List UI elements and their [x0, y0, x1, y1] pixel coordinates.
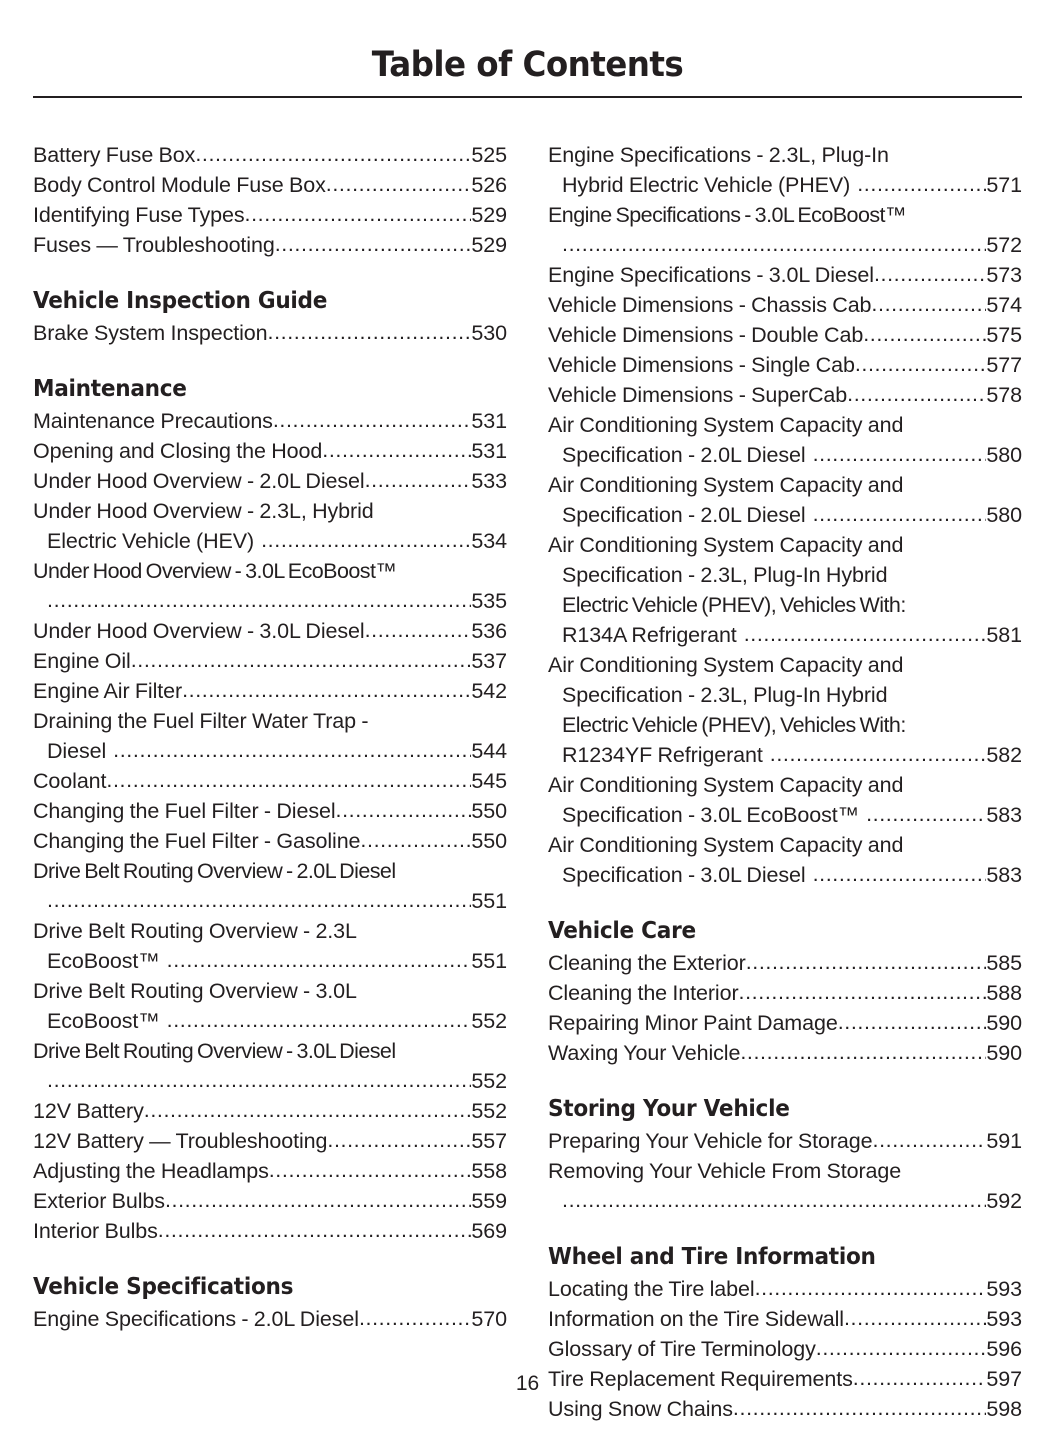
toc-entry[interactable]	[33, 616, 507, 646]
toc-entry-continuation	[33, 886, 507, 916]
toc-page-number: 552	[471, 1099, 507, 1123]
toc-entry-title: Air Conditioning System Capacity and	[548, 533, 904, 557]
toc-entry[interactable]	[548, 1038, 1022, 1068]
dot-leader	[195, 140, 471, 169]
toc-entry-line	[33, 796, 507, 826]
dot-leader	[813, 440, 987, 469]
toc-entry-title: EcoBoost™	[47, 949, 160, 973]
toc-entry-title: Specification - 3.0L EcoBoost™	[562, 803, 860, 827]
dot-leader	[47, 586, 471, 615]
toc-entry-line	[548, 350, 1022, 380]
toc-entry-line	[33, 1126, 507, 1156]
toc-page-number: 588	[986, 981, 1022, 1005]
dot-leader	[268, 318, 472, 347]
toc-page-number: 577	[986, 353, 1022, 377]
toc-entry-title: Under Hood Overview - 3.0L Diesel	[33, 619, 365, 643]
toc-page-number: 551	[471, 889, 507, 913]
toc-page-number: 596	[986, 1337, 1022, 1361]
toc-entry-line	[548, 978, 1022, 1008]
toc-entry[interactable]	[33, 1304, 507, 1334]
toc-page-number: 578	[986, 383, 1022, 407]
toc-entry-title: R1234YF Refrigerant	[562, 743, 763, 767]
dot-leader	[365, 466, 472, 495]
dot-leader	[326, 170, 472, 199]
toc-page-number: 583	[986, 803, 1022, 827]
toc-entry-line	[33, 556, 507, 586]
toc-entry[interactable]	[33, 676, 507, 706]
toc-entry-title: Maintenance Precautions	[33, 409, 273, 433]
dot-leader	[167, 1006, 472, 1035]
toc-entry[interactable]	[548, 650, 1022, 770]
dot-leader	[740, 1038, 986, 1067]
toc-entry-line	[33, 1216, 507, 1246]
toc-page-number: 550	[471, 799, 507, 823]
toc-entry[interactable]	[33, 200, 507, 230]
toc-entry-line	[548, 380, 1022, 410]
toc-entry[interactable]	[548, 410, 1022, 470]
toc-entry-title: Fuses — Troubleshooting	[33, 233, 275, 257]
toc-entry-title: Electric Vehicle (PHEV), Vehicles With:	[562, 713, 906, 737]
toc-entry-continuation	[548, 740, 1022, 770]
toc-page-number: 583	[986, 863, 1022, 887]
dot-leader	[167, 946, 472, 975]
toc-entry-continuation	[548, 860, 1022, 890]
toc-entry[interactable]	[548, 530, 1022, 650]
toc-page-number: 537	[471, 649, 507, 673]
toc-page-number: 529	[471, 233, 507, 257]
toc-entry[interactable]	[548, 350, 1022, 380]
dot-leader	[562, 230, 986, 259]
toc-page-number: 534	[471, 529, 507, 553]
toc-entry[interactable]	[33, 706, 507, 766]
toc-entry-line	[33, 706, 507, 736]
toc-entry-title: Glossary of Tire Terminology	[548, 1337, 816, 1361]
toc-page-number: 591	[986, 1129, 1022, 1153]
toc-entry[interactable]	[548, 1126, 1022, 1156]
toc-entry-title: Electric Vehicle (HEV)	[47, 529, 255, 553]
dot-leader	[755, 1274, 987, 1303]
toc-entry[interactable]	[548, 260, 1022, 290]
toc-entry-line	[33, 646, 507, 676]
toc-page-number: 530	[471, 321, 507, 345]
section-heading: Wheel and Tire Information	[548, 1244, 876, 1270]
page-title: Table of Contents	[371, 45, 684, 85]
toc-page-number: 573	[986, 263, 1022, 287]
toc-entry[interactable]	[33, 856, 507, 916]
toc-entry-line	[33, 1304, 507, 1334]
toc-entry-title: Vehicle Dimensions - Chassis Cab	[548, 293, 872, 317]
toc-entry-line	[548, 140, 1022, 170]
toc-entry[interactable]	[33, 1096, 507, 1126]
toc-page-number: 552	[471, 1069, 507, 1093]
toc-entry-continuation	[548, 560, 1022, 590]
toc-entry[interactable]	[548, 140, 1022, 200]
toc-page-number: 526	[471, 173, 507, 197]
toc-entry-line	[548, 320, 1022, 350]
toc-entry[interactable]	[33, 436, 507, 466]
section-heading: Storing Your Vehicle	[548, 1096, 790, 1122]
dot-leader	[746, 948, 987, 977]
toc-entry-line	[33, 616, 507, 646]
dot-leader	[365, 616, 472, 645]
toc-entry[interactable]	[33, 646, 507, 676]
toc-page-number: 559	[471, 1189, 507, 1213]
toc-page-number: 529	[471, 203, 507, 227]
toc-entry-title: Specification - 2.0L Diesel	[562, 443, 806, 467]
toc-entry-title: Engine Specifications - 2.0L Diesel	[33, 1307, 359, 1331]
toc-entry[interactable]	[548, 1304, 1022, 1334]
toc-entry-title: Opening and Closing the Hood	[33, 439, 323, 463]
dot-leader	[327, 1126, 471, 1155]
toc-entry-title: Specification - 2.3L, Plug-In Hybrid	[562, 563, 888, 587]
toc-entry-title: Changing the Fuel Filter - Diesel	[33, 799, 336, 823]
toc-entry[interactable]	[33, 496, 507, 556]
dot-leader	[847, 380, 986, 409]
dot-leader	[182, 676, 471, 705]
dot-leader	[855, 350, 987, 379]
toc-entry-continuation	[33, 1066, 507, 1096]
toc-entry-title: Drive Belt Routing Overview - 2.3L	[33, 919, 357, 943]
toc-entry-line	[548, 470, 1022, 500]
toc-entry-title: R134A Refrigerant	[562, 623, 737, 647]
toc-entry[interactable]	[33, 796, 507, 826]
dot-leader	[744, 620, 987, 649]
toc-entry-line	[33, 406, 507, 436]
dot-leader	[245, 200, 472, 229]
toc-entry-line	[548, 1274, 1022, 1304]
toc-entry-line	[548, 1008, 1022, 1038]
toc-entry[interactable]	[548, 320, 1022, 350]
toc-page-number: 535	[471, 589, 507, 613]
toc-entry[interactable]	[548, 978, 1022, 1008]
dot-leader	[871, 290, 986, 319]
toc-entry-title: Repairing Minor Paint Damage	[548, 1011, 838, 1035]
toc-entry-title: Brake System Inspection	[33, 321, 268, 345]
toc-entry-title: Vehicle Dimensions - Double Cab	[548, 323, 864, 347]
dot-leader	[336, 796, 472, 825]
toc-page-number: 569	[471, 1219, 507, 1243]
toc-entry-continuation	[33, 736, 507, 766]
toc-page-number: 544	[471, 739, 507, 763]
toc-entry-continuation	[548, 680, 1022, 710]
toc-entry-line	[548, 1304, 1022, 1334]
toc-entry-continuation	[548, 710, 1022, 740]
toc-entry[interactable]	[33, 140, 507, 170]
dot-leader	[158, 1216, 472, 1245]
toc-page-number: 571	[986, 173, 1022, 197]
dot-leader	[131, 646, 472, 675]
toc-entry-continuation	[548, 620, 1022, 650]
toc-entry[interactable]	[548, 1334, 1022, 1364]
toc-entry-title: Adjusting the Headlamps	[33, 1159, 269, 1183]
section-heading: Maintenance	[33, 376, 187, 402]
toc-entry-line	[548, 1126, 1022, 1156]
toc-page-number: 582	[986, 743, 1022, 767]
toc-entry-title: Air Conditioning System Capacity and	[548, 833, 904, 857]
section-heading: Vehicle Specifications	[33, 1274, 294, 1300]
toc-entry-continuation	[548, 230, 1022, 260]
toc-entry-line	[33, 1096, 507, 1126]
section-heading: Vehicle Inspection Guide	[33, 288, 328, 314]
toc-entry[interactable]	[33, 916, 507, 976]
dot-leader	[873, 1126, 987, 1155]
toc-entry-continuation	[548, 1186, 1022, 1216]
toc-page-number: 533	[471, 469, 507, 493]
toc-entry-line	[548, 830, 1022, 860]
toc-entry-continuation	[548, 590, 1022, 620]
toc-entry-continuation	[33, 526, 507, 556]
dot-leader	[47, 1066, 471, 1095]
dot-leader	[562, 1186, 986, 1215]
toc-entry-continuation	[548, 800, 1022, 830]
dot-leader	[359, 1304, 471, 1333]
toc-column-left	[33, 140, 507, 1424]
toc-entry-title: Under Hood Overview - 2.0L Diesel	[33, 469, 365, 493]
toc-entry[interactable]	[33, 318, 507, 348]
dot-leader	[113, 736, 471, 765]
toc-entry-line	[33, 856, 507, 886]
toc-entry-line	[33, 436, 507, 466]
toc-entry-line	[33, 318, 507, 348]
toc-entry[interactable]	[548, 830, 1022, 890]
toc-entry-line	[33, 916, 507, 946]
dot-leader	[857, 170, 986, 199]
toc-entry-title: Engine Specifications - 3.0L EcoBoost™	[548, 203, 906, 227]
title-divider	[33, 96, 1022, 98]
dot-leader	[106, 766, 471, 795]
toc-entry-title: Battery Fuse Box	[33, 143, 196, 167]
toc-entry-title: Identifying Fuse Types	[33, 203, 245, 227]
toc-entry-line	[33, 826, 507, 856]
toc-entry-title: Information on the Tire Sidewall	[548, 1307, 844, 1331]
toc-entry-title: Drive Belt Routing Overview - 2.0L Diesel	[33, 859, 396, 883]
dot-leader	[273, 406, 472, 435]
toc-entry-title: 12V Battery	[33, 1099, 144, 1123]
toc-page-number: 574	[986, 293, 1022, 317]
toc-entry[interactable]	[33, 1216, 507, 1246]
toc-entry-title: Air Conditioning System Capacity and	[548, 413, 904, 437]
toc-page-number: 590	[986, 1011, 1022, 1035]
toc-entry[interactable]	[33, 230, 507, 260]
toc-page-number: 558	[471, 1159, 507, 1183]
toc-entry-line	[548, 200, 1022, 230]
toc-entry-line	[33, 496, 507, 526]
toc-entry[interactable]	[33, 766, 507, 796]
toc-entry[interactable]	[33, 826, 507, 856]
toc-entry-continuation	[33, 1006, 507, 1036]
toc-entry-title: Engine Specifications - 3.0L Diesel	[548, 263, 874, 287]
toc-entry-line	[33, 140, 507, 170]
toc-entry-title: Locating the Tire label	[548, 1277, 755, 1301]
dot-leader	[866, 800, 986, 829]
toc-entry[interactable]	[548, 380, 1022, 410]
toc-entry-title: 12V Battery — Troubleshooting	[33, 1129, 328, 1153]
toc-entry[interactable]	[548, 948, 1022, 978]
toc-page-number: 593	[986, 1307, 1022, 1331]
toc-page-number: 585	[986, 951, 1022, 975]
toc-entry[interactable]	[33, 466, 507, 496]
toc-entry-title: Interior Bulbs	[33, 1219, 158, 1243]
dot-leader	[838, 1008, 987, 1037]
toc-entry-title: Engine Oil	[33, 649, 131, 673]
toc-entry-continuation	[548, 500, 1022, 530]
toc-entry-continuation	[548, 170, 1022, 200]
toc-entry-continuation	[33, 946, 507, 976]
dot-leader	[770, 740, 987, 769]
dot-leader	[269, 1156, 472, 1185]
dot-leader	[844, 1304, 986, 1333]
toc-entry-line	[33, 466, 507, 496]
toc-entry-title: Changing the Fuel Filter - Gasoline	[33, 829, 361, 853]
toc-entry-continuation	[33, 586, 507, 616]
toc-page-number: 580	[986, 503, 1022, 527]
toc-page-number: 557	[471, 1129, 507, 1153]
toc-entry-title: Body Control Module Fuse Box	[33, 173, 326, 197]
toc-column-right	[548, 140, 1022, 1424]
toc-entry-line	[548, 290, 1022, 320]
toc-entry[interactable]	[548, 1156, 1022, 1216]
toc-page-number: 593	[986, 1277, 1022, 1301]
toc-entry-title: Under Hood Overview - 3.0L EcoBoost™	[33, 559, 397, 583]
dot-leader	[322, 436, 471, 465]
toc-page-number: 580	[986, 443, 1022, 467]
toc-entry[interactable]	[548, 1008, 1022, 1038]
toc-entry-title: Electric Vehicle (PHEV), Vehicles With:	[562, 593, 906, 617]
toc-entry-title: Drive Belt Routing Overview - 3.0L Diesel	[33, 1039, 396, 1063]
toc-page-number: 545	[471, 769, 507, 793]
toc-page-number: 531	[471, 409, 507, 433]
dot-leader	[144, 1096, 472, 1125]
toc-entry-title: Engine Air Filter	[33, 679, 183, 703]
toc-entry-continuation	[548, 440, 1022, 470]
toc-page-number: 581	[986, 623, 1022, 647]
page-number: 16	[515, 1372, 540, 1395]
toc-entry-title: Drive Belt Routing Overview - 3.0L	[33, 979, 357, 1003]
toc-entry-line	[33, 1036, 507, 1066]
dot-leader	[874, 260, 986, 289]
toc-entry-line	[548, 650, 1022, 680]
toc-entry-line	[33, 200, 507, 230]
toc-entry[interactable]	[548, 200, 1022, 260]
toc-entry[interactable]	[33, 1186, 507, 1216]
toc-entry-title: Under Hood Overview - 2.3L, Hybrid	[33, 499, 374, 523]
dot-leader	[813, 500, 987, 529]
toc-entry-title: Waxing Your Vehicle	[548, 1041, 741, 1065]
dot-leader	[863, 320, 986, 349]
dot-leader	[739, 978, 987, 1007]
toc-entry-title: Coolant	[33, 769, 107, 793]
toc-entry-line	[33, 170, 507, 200]
toc-page-number: 525	[471, 143, 507, 167]
dot-leader	[47, 886, 471, 915]
dot-leader	[733, 1394, 987, 1423]
toc-page-number: 575	[986, 323, 1022, 347]
toc-entry-line	[33, 676, 507, 706]
toc-entry-title: Cleaning the Interior	[548, 981, 739, 1005]
toc-entry[interactable]	[33, 1126, 507, 1156]
toc-entry-line	[548, 260, 1022, 290]
toc-page-number: 536	[471, 619, 507, 643]
toc-entry-title: Specification - 3.0L Diesel	[562, 863, 806, 887]
toc-entry-title: Specification - 2.0L Diesel	[562, 503, 806, 527]
toc-entry[interactable]	[548, 770, 1022, 830]
toc-entry-title: Diesel	[47, 739, 107, 763]
toc-entry-line	[548, 948, 1022, 978]
toc-page-number: 598	[986, 1397, 1022, 1421]
toc-entry-line	[548, 1156, 1022, 1186]
toc-entry-title: Engine Specifications - 2.3L, Plug-In	[548, 143, 889, 167]
toc-entry[interactable]	[33, 1156, 507, 1186]
toc-entry-title: Preparing Your Vehicle for Storage	[548, 1129, 873, 1153]
toc-columns	[33, 140, 1022, 1424]
toc-entry[interactable]	[548, 470, 1022, 530]
toc-entry[interactable]	[33, 170, 507, 200]
toc-page-number: 590	[986, 1041, 1022, 1065]
toc-entry-title: Tire Replacement Requirements	[548, 1367, 853, 1391]
dot-leader	[275, 230, 472, 259]
toc-entry-line	[548, 770, 1022, 800]
toc-entry-line	[548, 1394, 1022, 1424]
dot-leader	[813, 860, 987, 889]
toc-page-number: 570	[471, 1307, 507, 1331]
toc-entry-title: Specification - 2.3L, Plug-In Hybrid	[562, 683, 888, 707]
toc-entry-title: Using Snow Chains	[548, 1397, 733, 1421]
dot-leader	[261, 526, 471, 555]
toc-entry-line	[33, 1186, 507, 1216]
toc-page-number: 551	[471, 949, 507, 973]
toc-entry-title: Exterior Bulbs	[33, 1189, 165, 1213]
toc-entry-title: Draining the Fuel Filter Water Trap -	[33, 709, 369, 733]
toc-entry-title: EcoBoost™	[47, 1009, 160, 1033]
toc-entry[interactable]	[33, 976, 507, 1036]
dot-leader	[165, 1186, 471, 1215]
toc-page-number: 550	[471, 829, 507, 853]
toc-entry-title: Air Conditioning System Capacity and	[548, 653, 904, 677]
toc-entry[interactable]	[548, 1274, 1022, 1304]
toc-page-number: 531	[471, 439, 507, 463]
toc-page-number: 592	[986, 1189, 1022, 1213]
toc-entry-title: Air Conditioning System Capacity and	[548, 773, 904, 797]
toc-page-number: 552	[471, 1009, 507, 1033]
toc-entry-title: Removing Your Vehicle From Storage	[548, 1159, 902, 1183]
toc-entry-title: Cleaning the Exterior	[548, 951, 746, 975]
toc-entry[interactable]	[33, 1036, 507, 1096]
toc-entry-line	[548, 1334, 1022, 1364]
toc-entry-line	[33, 766, 507, 796]
toc-entry-line	[33, 230, 507, 260]
toc-entry[interactable]	[548, 290, 1022, 320]
toc-entry[interactable]	[33, 406, 507, 436]
toc-page-number: 572	[986, 233, 1022, 257]
toc-entry-line	[33, 976, 507, 1006]
toc-entry-title: Vehicle Dimensions - SuperCab	[548, 383, 848, 407]
toc-entry[interactable]	[33, 556, 507, 616]
toc-entry-title: Air Conditioning System Capacity and	[548, 473, 904, 497]
toc-entry-line	[548, 1038, 1022, 1068]
section-heading: Vehicle Care	[548, 918, 696, 944]
toc-entry-line	[548, 530, 1022, 560]
dot-leader	[816, 1334, 987, 1363]
dot-leader	[360, 826, 471, 855]
toc-entry-title: Vehicle Dimensions - Single Cab	[548, 353, 855, 377]
toc-entry-line	[548, 410, 1022, 440]
toc-entry-title: Hybrid Electric Vehicle (PHEV)	[562, 173, 851, 197]
toc-entry-line	[33, 1156, 507, 1186]
toc-page-number: 597	[986, 1367, 1022, 1391]
toc-entry[interactable]	[548, 1394, 1022, 1424]
toc-page-number: 542	[471, 679, 507, 703]
